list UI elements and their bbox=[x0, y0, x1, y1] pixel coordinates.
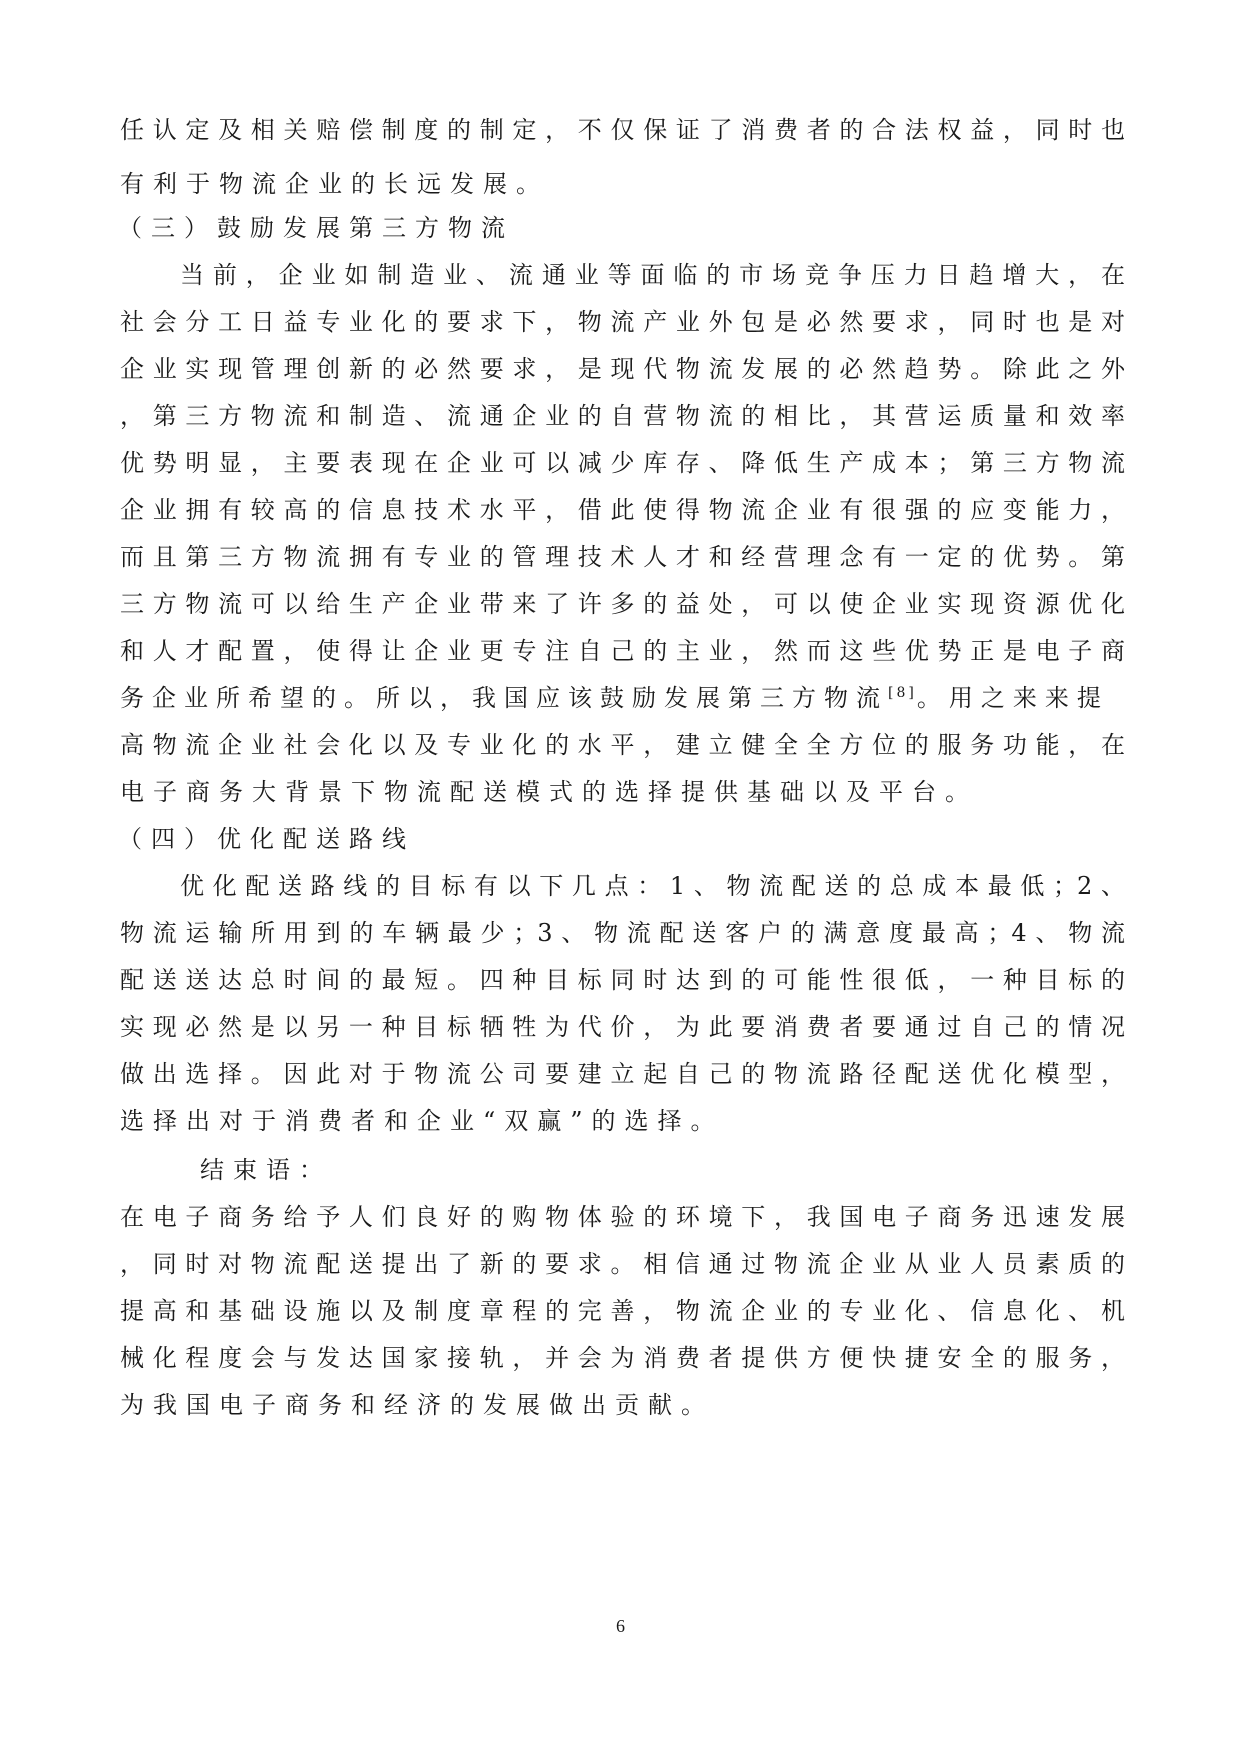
section-heading: （四）优化配送路线 bbox=[118, 825, 415, 853]
paragraph-line: 电子商务大背景下物流配送模式的选择提供基础以及平台。 bbox=[120, 778, 978, 806]
paragraph-line-with-citation bbox=[120, 678, 1125, 718]
paragraph-line: 优势明显，主要表现在企业可以减少库存、降低生产成本；第三方物流 bbox=[120, 449, 1125, 477]
paragraph-line: 做出选择。因此对于物流公司要建立起自己的物流路径配送优化模型， bbox=[120, 1060, 1125, 1088]
paragraph-line: 和人才配置，使得让企业更专注自己的主业，然而这些优势正是电子商 bbox=[120, 637, 1125, 665]
paragraph-line: 企业拥有较高的信息技术水平，借此使得物流企业有很强的应变能力， bbox=[120, 496, 1125, 524]
citation-text-before: 务企业所希望的。所以，我国应该鼓励发展第三方物流 bbox=[120, 684, 888, 712]
paragraph-line: 高物流企业社会化以及专业化的水平，建立健全全方位的服务功能，在 bbox=[120, 731, 1125, 759]
conclusion-heading: 结束语： bbox=[200, 1156, 332, 1184]
paragraph-line: 械化程度会与发达国家接轨，并会为消费者提供方便快捷安全的服务， bbox=[120, 1344, 1125, 1372]
paragraph-line: 配送送达总时间的最短。四种目标同时达到的可能性很低，一种目标的 bbox=[120, 966, 1125, 994]
paragraph-line: 三方物流可以给生产企业带来了许多的益处，可以使企业实现资源优化 bbox=[120, 590, 1125, 618]
paragraph-line: 当前，企业如制造业、流通业等面临的市场竞争压力日趋增大，在 bbox=[180, 261, 1125, 289]
paragraph-line: 为我国电子商务和经济的发展做出贡献。 bbox=[120, 1391, 714, 1419]
paragraph-line: ，同时对物流配送提出了新的要求。相信通过物流企业从业人员素质的 bbox=[120, 1250, 1125, 1278]
paragraph-line: 实现必然是以另一种目标牺牲为代价，为此要消费者要通过自己的情况 bbox=[120, 1013, 1125, 1041]
paragraph-line: 有利于物流企业的长远发展。 bbox=[120, 170, 549, 198]
citation-text-after: 。用之来来提 bbox=[916, 684, 1109, 712]
paragraph-line: 提高和基础设施以及制度章程的完善，物流企业的专业化、信息化、机 bbox=[120, 1297, 1125, 1325]
paragraph-line: 企业实现管理创新的必然要求，是现代物流发展的必然趋势。除此之外 bbox=[120, 355, 1125, 383]
paragraph-line: 优化配送路线的目标有以下几点：1、物流配送的总成本最低；2、 bbox=[180, 872, 1125, 900]
paragraph-line: 物流运输所用到的车辆最少；3、物流配送客户的满意度最高；4、物流 bbox=[120, 919, 1125, 947]
paragraph-line: 选择出对于消费者和企业“双赢”的选择。 bbox=[120, 1107, 724, 1135]
paragraph-line: 在电子商务给予人们良好的购物体验的环境下，我国电子商务迅速发展 bbox=[120, 1203, 1125, 1231]
paragraph-line: 任认定及相关赔偿制度的制定，不仅保证了消费者的合法权益，同时也 bbox=[120, 116, 1125, 144]
paragraph-line: 社会分工日益专业化的要求下，物流产业外包是必然要求，同时也是对 bbox=[120, 308, 1125, 336]
section-heading: （三）鼓励发展第三方物流 bbox=[118, 214, 514, 242]
citation-reference: [8] bbox=[888, 685, 917, 701]
paragraph-line: 而且第三方物流拥有专业的管理技术人才和经营理念有一定的优势。第 bbox=[120, 543, 1125, 571]
paragraph-line: ，第三方物流和制造、流通企业的自营物流的相比，其营运质量和效率 bbox=[120, 402, 1125, 430]
page-number: 6 bbox=[616, 1616, 625, 1636]
